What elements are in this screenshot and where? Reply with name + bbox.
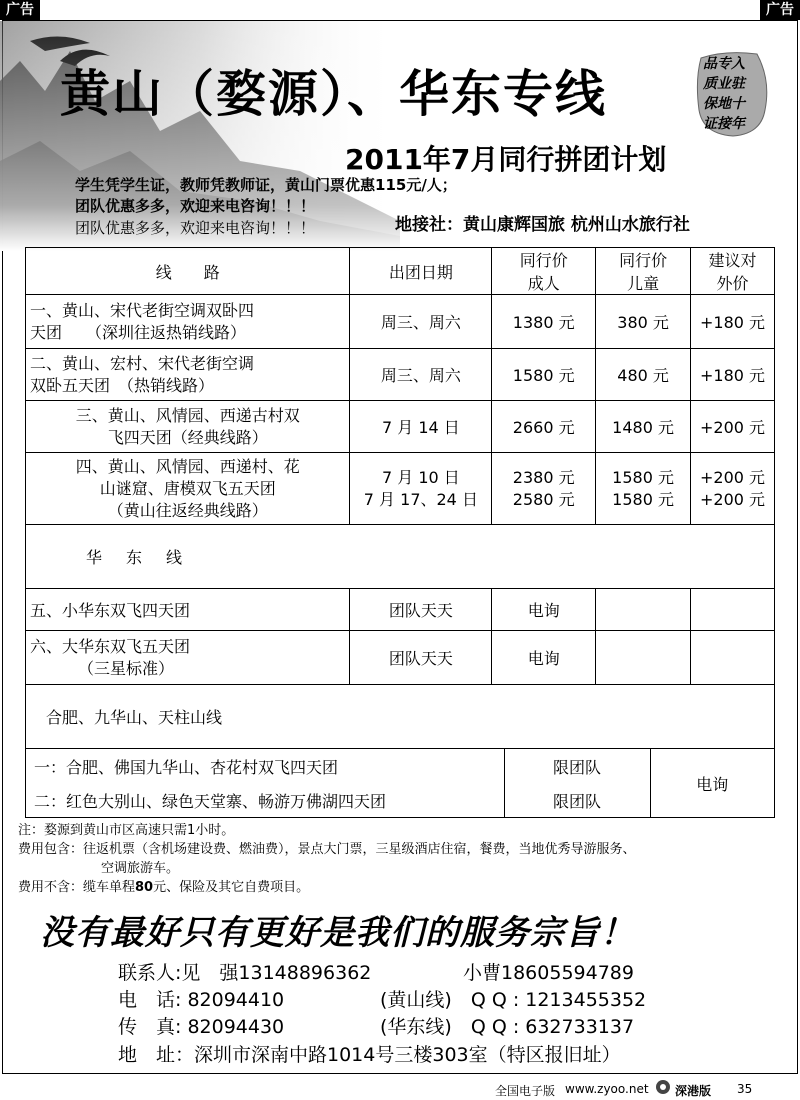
route-name: 一、黄山、宋代老街空调双卧四 天团 （深圳往返热销线路）: [26, 295, 350, 349]
header-child: 同行价 儿童: [596, 248, 691, 295]
adult-price: 1380 元: [492, 295, 596, 349]
hefei-block: [26, 749, 775, 818]
section-row: [26, 685, 775, 749]
child-price: 480 元: [596, 349, 691, 401]
suggested-price: +200 元 +200 元: [691, 453, 775, 525]
ground-agency: 地接社：黄山康辉国旅 杭州山水旅行社: [395, 215, 690, 235]
hefei-table: [26, 749, 774, 817]
adult-price: 1580 元: [492, 349, 596, 401]
adult-price: 电询: [492, 589, 596, 631]
header-route: 线 路: [26, 248, 350, 295]
service-slogan: 没有最好只有更好是我们的服务宗旨！: [40, 913, 635, 953]
header-adult: 同行价 成人: [492, 248, 596, 295]
route-name: 三、黄山、风情园、西递古村双 飞四天团（经典线路）: [26, 401, 350, 453]
note-line: 费用不含：缆车单程80元、保险及其它自费项目。: [18, 880, 310, 895]
notice-line: 团队优惠多多，欢迎来电咨询！！！: [75, 197, 316, 215]
suggested-price: [691, 631, 775, 685]
route-date: 7 月 14 日: [350, 401, 492, 453]
footer-edition: 全国电子版: [495, 1084, 556, 1098]
footer-site: www.zyoo.net: [565, 1082, 649, 1096]
route-date: 团队天天: [350, 631, 492, 685]
route-name: 二：红色大别山、绿色天堂寨、畅游万佛湖四天团: [26, 783, 504, 817]
route-name: 六、大华东双飞五天团 （三星标准）: [26, 631, 350, 685]
route-date: 团队天天: [350, 589, 492, 631]
table-row: [26, 631, 775, 685]
footer-logo-icon: [655, 1079, 671, 1098]
child-price: 380 元: [596, 295, 691, 349]
table-header-row: [26, 248, 775, 295]
notice-line: 学生凭学生证，教师凭教师证，黄山门票优惠115元/人；: [75, 176, 457, 194]
section-hefei: 合肥、九华山、天柱山线: [26, 685, 775, 749]
note-line: 注：婺源到黄山市区高速只需1小时。: [18, 823, 235, 838]
table-row: [26, 453, 775, 525]
hefei-block-row: [26, 749, 775, 818]
group-limit: 限团队: [504, 783, 650, 817]
page-title: 黄山（婺源）、华东专线: [60, 64, 607, 123]
header-date: 出团日期: [350, 248, 492, 295]
suggested-price: +180 元: [691, 349, 775, 401]
ad-tag-right: 广告: [760, 0, 800, 20]
page-number: 35: [737, 1082, 753, 1096]
route-date: 周三、周六: [350, 295, 492, 349]
suggested-price: [691, 589, 775, 631]
plan-subtitle: 2011年7月同行拼团计划: [345, 143, 667, 176]
table-row: [26, 749, 774, 783]
table-row: [26, 295, 775, 349]
section-row: [26, 525, 775, 589]
ad-tag-left: 广告: [0, 0, 40, 20]
child-price: 1480 元: [596, 401, 691, 453]
header-suggested: 建议对 外价: [691, 248, 775, 295]
adult-price: 2380 元 2580 元: [492, 453, 596, 525]
group-limit: 限团队: [504, 749, 650, 783]
route-date: 7 月 10 日 7 月 17、24 日: [350, 453, 492, 525]
route-name: 四、黄山、风情园、西递村、花 山谜窟、唐模双飞五天团 （黄山往返经典线路）: [26, 453, 350, 525]
route-name: 二、黄山、宏村、宋代老街空调 双卧五天团 （热销线路）: [26, 349, 350, 401]
fee-notes: [18, 821, 793, 897]
table-row: [26, 589, 775, 631]
route-date: 周三、周六: [350, 349, 492, 401]
suggested-price: +180 元: [691, 295, 775, 349]
note-line: 空调旅游车。: [101, 861, 180, 876]
child-price: [596, 589, 691, 631]
adult-price: 电询: [492, 631, 596, 685]
seal-line: 质业驻: [703, 76, 745, 92]
adult-price: 2660 元: [492, 401, 596, 453]
page-footer: [0, 1078, 800, 1100]
seal-line: 保地十: [703, 96, 745, 112]
child-price: 1580 元 1580 元: [596, 453, 691, 525]
footer-region: 深港版: [675, 1084, 712, 1098]
hefei-price: 电询: [696, 774, 729, 794]
quality-seal: [695, 50, 770, 138]
seal-line: 证接年: [703, 116, 745, 132]
route-table: [25, 247, 775, 818]
notice-line: 团队优惠多多，欢迎来电咨询！！！: [75, 219, 316, 237]
section-east-china: 华东线: [26, 525, 775, 589]
note-line: 费用包含：往返机票（含机场建设费、燃油费），景点大门票，三星级酒店住宿，餐费，当地优秀导游服务、: [18, 842, 636, 857]
seal-line: 品专入: [703, 56, 745, 72]
table-row: [26, 401, 775, 453]
table-row: [26, 349, 775, 401]
route-name: 一：合肥、佛国九华山、杏花村双飞四天团: [26, 749, 504, 783]
suggested-price: +200 元: [691, 401, 775, 453]
route-name: 五、小华东双飞四天团: [26, 589, 350, 631]
child-price: [596, 631, 691, 685]
